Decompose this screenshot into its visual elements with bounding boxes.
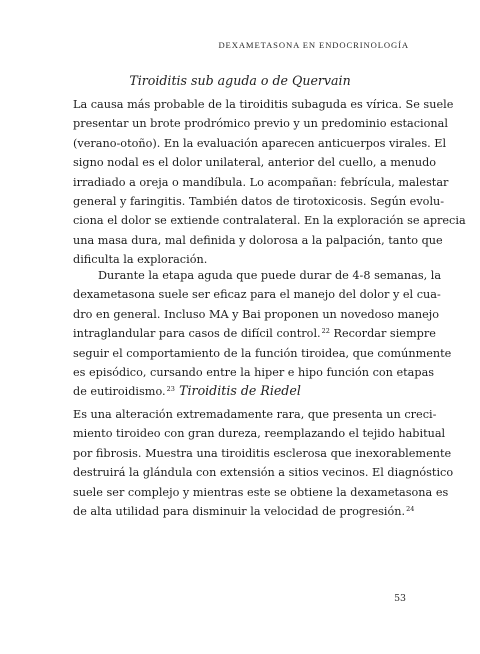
text-line: irradiado a oreja o mandíbula. Lo acompañan: febrícula, malestar [73, 175, 449, 189]
text-line: es episódico, cursando entre la hiper e hipo función con etapas [73, 365, 435, 379]
text-line: ciona el dolor se extiende contralateral. En la exploración se aprecia [73, 214, 466, 228]
footnote-reference: 24 [406, 504, 415, 513]
section-title-quervain: Tiroiditis sub aguda o de Quervain [129, 73, 351, 88]
paragraph-quervain-description [73, 95, 466, 270]
text-line: dexametasona suele ser eficaz para el manejo del dolor y el cua- [73, 288, 441, 302]
running-head: DEXAMETASONA EN ENDOCRINOLOGÍA [218, 40, 409, 50]
text-line: Es una alteración extremadamente rara, que presenta un creci- [73, 408, 437, 421]
page-number: 53 [394, 593, 406, 604]
footnote-reference: 22 [321, 327, 330, 336]
text-line: seguir el comportamiento de la función tiroidea, que comúnmente [73, 346, 452, 360]
text-line: dificulta la exploración. [73, 253, 208, 267]
text-line: (verano-otoño). En la evaluación aparecen anticuerpos virales. El [73, 136, 447, 150]
text-line: La causa más probable de la tiroiditis subaguda es vírica. Se suele [73, 98, 454, 111]
section-title-riedel: Tiroiditis de Riedel [179, 383, 301, 398]
text-line: presentar un brote prodrómico previo y un predominio estacional [73, 117, 448, 131]
text-line-with-reference [73, 324, 436, 343]
footnote-reference: 23 [166, 385, 175, 394]
text-line: por fibrosis. Muestra una tiroiditis esclerosa que inexorablemente [73, 446, 452, 460]
text-line: suele ser complejo y mientras este se obtiene la dexametasona es [73, 485, 449, 499]
text-line: dro en general. Incluso MA y Bai proponen un novedoso manejo [73, 307, 440, 321]
text-line-with-reference [73, 502, 415, 521]
paragraph-quervain-treatment [73, 266, 452, 402]
text-line: una masa dura, mal definida y dolorosa a la palpación, tanto que [73, 233, 443, 247]
text-fragment: de alta utilidad para disminuir la velocidad de progresión. [73, 504, 406, 518]
text-line: destruirá la glándula con extensión a sitios vecinos. El diagnóstico [73, 466, 454, 480]
text-fragment: intraglandular para casos de difícil control. [73, 327, 321, 341]
text-fragment: Recordar siempre [333, 327, 436, 341]
text-fragment: de eutiroidismo. [73, 385, 166, 399]
text-line: signo nodal es el dolor unilateral, anterior del cuello, a menudo [73, 156, 437, 170]
text-line: Durante la etapa aguda que puede durar de 4-8 semanas, la [98, 269, 442, 282]
text-line: miento tiroideo con gran dureza, reemplazando el tejido habitual [73, 427, 446, 441]
text-line: general y faringitis. También datos de tirotoxicosis. Según evolu- [73, 194, 445, 208]
paragraph-riedel [73, 405, 454, 521]
